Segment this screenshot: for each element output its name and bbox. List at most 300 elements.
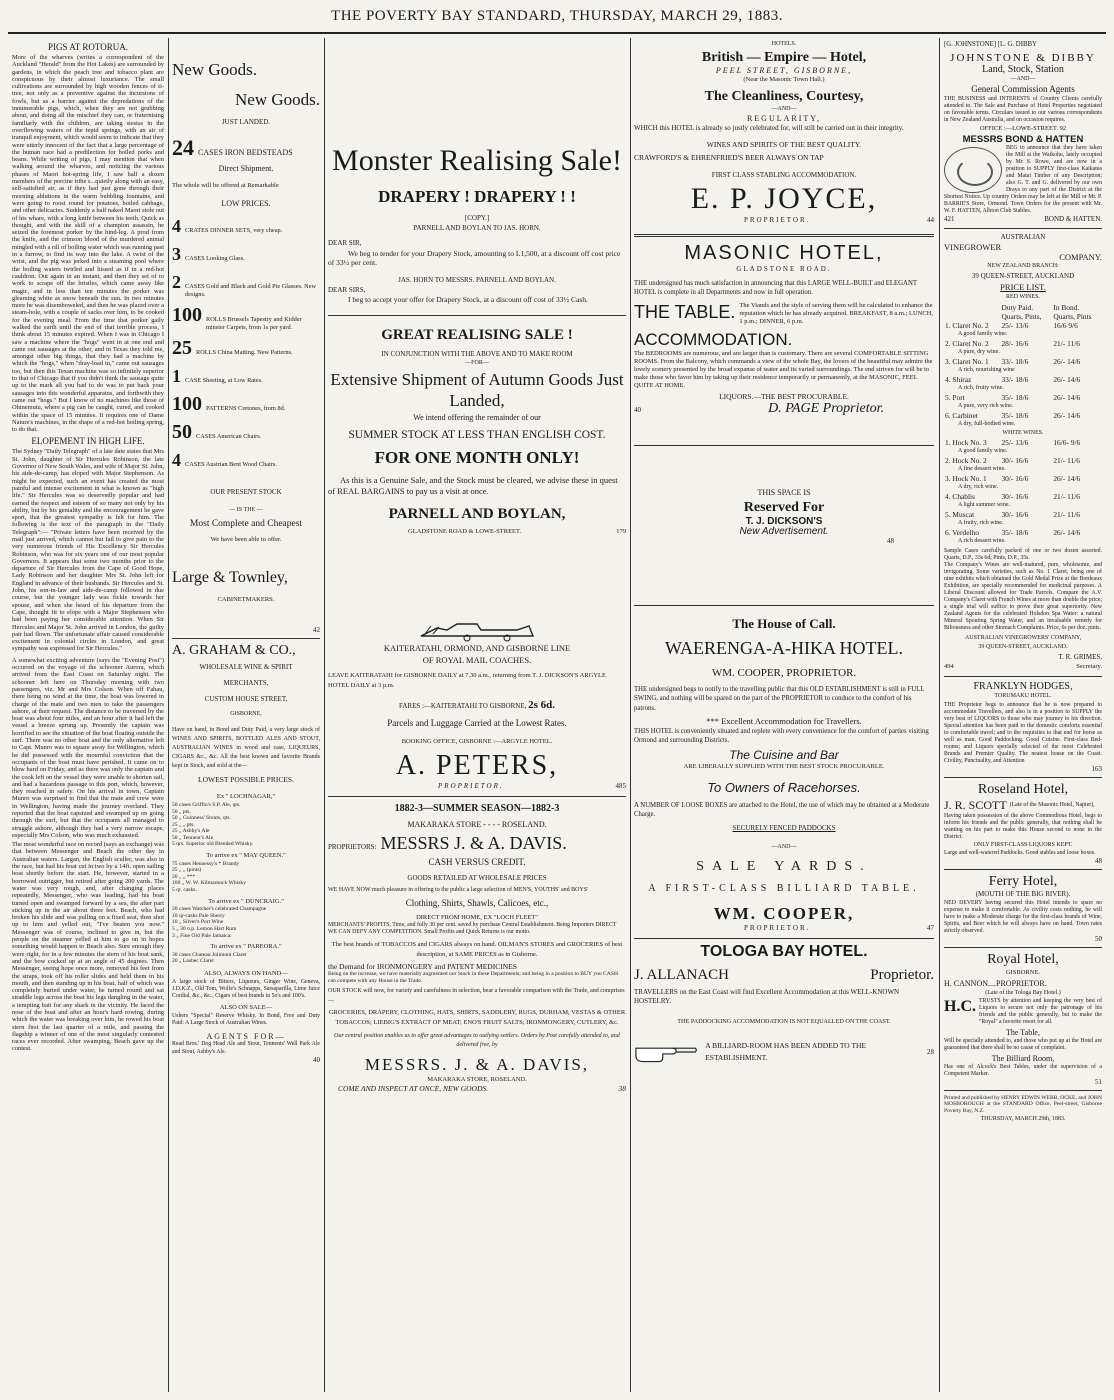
goods-qty: 1 <box>172 366 181 387</box>
and-label: —AND— <box>771 844 797 851</box>
wine-desc: A fine dessert wine. <box>958 465 1006 472</box>
ad-number: 44 <box>927 216 934 225</box>
shipment-item: 20 „ Lasbec Claret <box>172 958 214 965</box>
demand: the Demand for IRONMONGERY and PATENT MEDICINES <box>328 961 517 971</box>
in-bond-price: 21/- 11/6 <box>1053 491 1080 501</box>
tobacco: The best brands of TOBACCOS and CIGARS always on hand. OILMAN'S STORES and GROCERIES of best description, at SAME PRICES as in Gisborne. <box>331 941 623 959</box>
in-bond-price: 16/6- 9/6 <box>1053 437 1081 447</box>
duty-paid-price: 25/- 13/6 <box>1001 320 1029 330</box>
booking-office: BOOKING OFFICE, GISBORNE :—ARGYLE HOTEL. <box>401 737 553 745</box>
ex-pareora: To arrive ex " PAREORA." <box>210 943 282 951</box>
wine-name: 5. Port <box>945 392 965 402</box>
wine-row <box>944 492 1102 501</box>
nz-branch: NEW ZEALAND BRANCH: <box>987 263 1059 270</box>
goods-qty: 25 <box>172 337 192 360</box>
bedsteads: CASES IRON BEDSTEADS <box>198 147 293 157</box>
coach-line-1: KAITERATAHI, ORMOND, AND GISBORNE LINE <box>383 643 571 654</box>
ad-number: 50 <box>1095 934 1102 943</box>
drapery-heading: DRAPERY ! DRAPERY ! ! <box>378 187 576 206</box>
goods-qty: 4 <box>172 450 181 471</box>
just-landed: JUST LANDED. <box>221 118 271 126</box>
custom-house: CUSTOM HOUSE STREET, <box>204 694 288 703</box>
house-of-call: The House of Call. <box>732 615 836 631</box>
retail-wholesale: GOODS RETAILED AT WHOLESALE PRICES <box>407 874 547 883</box>
header-cell <box>944 303 1000 312</box>
letter-from: PARNELL AND BOYLAN TO JAS. HORN. <box>413 223 541 232</box>
royal-hotel: Royal Hotel, <box>987 951 1059 967</box>
headline-pigs: PIGS AT ROTORUA. <box>48 42 128 52</box>
ad-number: 48 <box>887 536 894 545</box>
wine-row <box>944 375 1102 384</box>
great-sale: GREAT REALISING SALE ! <box>381 326 573 343</box>
wine-name: 4. Shiraz <box>945 374 972 384</box>
fares-label: FARES :—KAITERATAHI TO GISBORNE, <box>398 701 527 710</box>
fare-amount: 2s 6d. <box>528 698 556 711</box>
wine-row <box>944 357 1102 366</box>
masonic-hotel: MASONIC HOTEL, <box>684 241 884 264</box>
shipment-item: 50 „ pts. <box>172 808 191 815</box>
wine-desc-row <box>944 501 1102 510</box>
proprietors-label: PROPRIETORS: <box>328 843 377 852</box>
ad-number: 40 <box>313 1055 320 1064</box>
in-bond-price: 26/- 14/6 <box>1053 392 1081 402</box>
shipment-item: 5 „ 30 o.p. Lemon Hart Rum <box>172 926 237 932</box>
wine-name: 1. Claret No. 2 <box>945 320 989 330</box>
in-bond-price: 26/- 14/6 <box>1053 527 1081 537</box>
wine-name: 6. Carbinet <box>945 410 978 420</box>
accept-text: I beg to accept your offer for Drapery Stock, at a discount off cost of 33½ Cash. <box>348 295 588 305</box>
shipment-item: 5 qrs. Superior old Blended Whisky. <box>172 841 254 848</box>
wine-desc: A pure, very rich wine. <box>958 402 1014 409</box>
johnstone-dibby: JOHNSTONE & DIBBY <box>950 51 1096 64</box>
business-text: THE BUSINESS and INTERESTS of Country Clients carefully attended to. The Sale and Purchase of Hotel Properties negotiated on favorable terms. Circulars issued to our various correspondents in New Zealand Australia, and on occasion requires. <box>944 96 1102 124</box>
wine-desc-row <box>944 384 1102 393</box>
goods-qty: 2 <box>172 272 181 293</box>
ad-new-goods-2: New Goods. <box>235 90 320 109</box>
in-bond-price: 26/- 14/6 <box>1053 473 1081 483</box>
being-increase: Being on the increase, we have materially augmented our Stock in these Departments; and being in a position to BUY you CASH can compete with any House in the Trade. <box>328 971 618 985</box>
goods-desc: ROLLS Brussels Tapestry and Kidder minster Carpets, from 1s per yard. <box>206 316 302 332</box>
bond-hatten-text: BEG to announce that they have taken the Mill at the Waikohu, lately occupied by Mr S. Rowe, and are now in a position to SUPPLY first-class Kaikatea and Matai Timber of any Description; also G. T. and G. delivered by our own Drays to any part of the District at the Shortest Notice. Up country Orders may be left at the Mill or Mr. P. BARRIE'S Store, Ormond. Town Orders for the present with Mr. W. F. HATTEN, Albion Club Stables. <box>944 144 1102 214</box>
jr-scott-late: (Late of the Masonic Hotel, Napier), <box>1009 801 1095 808</box>
office-lowe: OFFICE :—LOWE-STREET. 92 <box>979 125 1067 133</box>
parnell-boylan: PARNELL AND BOYLAN, <box>388 505 566 522</box>
ad-number: 179 <box>616 527 626 535</box>
fenced-paddocks: SECURELY FENCED PADDOCKS <box>732 823 836 832</box>
in-bond-price: 26/- 14/6 <box>1053 410 1081 420</box>
lowest-prices: LOWEST POSSIBLE PRICES. <box>198 774 294 784</box>
ad-number: 48 <box>1095 857 1102 866</box>
gisborne: GISBORNE, <box>230 711 262 718</box>
large-paddocks: Large and well-watered Paddocks. Good stables and loose boxes. <box>944 850 1096 857</box>
wine-name: 2. Hock No. 2 <box>945 455 987 465</box>
shipment-item: 100 „ W. W. Kilmarnock Whisky <box>172 880 247 887</box>
peel-street: PEEL STREET, GISBORNE, <box>715 65 853 75</box>
undersigned: THE undersigned begs to notify to the travelling public that this OLD ESTABLISHMENT is still in FULL SWING, and nothing will be spared on the part of the PROPRIETOR to conduce to the comfort of his patrons. <box>634 685 925 712</box>
wine-row <box>944 528 1102 537</box>
billiard-table: A FIRST-CLASS BILLIARD TABLE. <box>648 883 920 895</box>
shipment-item: 50 „ Tennent's Ale <box>172 834 214 841</box>
proprietor-3: Proprietor. <box>870 966 934 983</box>
merchants-profits: MERCHANTS' PROFITS, Time, and fully 30 per cent. saved by purchase Central Establishment. Being Importers DIRECT WE CAN DEFY ANY COMPETITION. Small Profits and Quick Returns is our motto. <box>328 922 617 936</box>
allanach: J. ALLANACH <box>634 966 730 983</box>
liquors: LIQUORS.—THE BEST PROCURABLE. <box>719 391 849 401</box>
the-table: The Table, <box>1006 1028 1040 1038</box>
cash-credit: CASH VERSUS CREDIT. <box>428 857 526 868</box>
reserved-for: Reserved For <box>743 499 825 515</box>
wine-desc-row <box>944 402 1102 411</box>
late-tologa: (Late of the Tologa Bay Hotel.) <box>985 989 1061 996</box>
one-month: FOR ONE MONTH ONLY! <box>374 447 580 467</box>
wine-name: 6. Verdelho <box>945 527 979 537</box>
sale-text: Ushers "Special" Reserve Whisky. In Bond, Free and Duty Paid: A Large Stock of Australian Wines. <box>172 1013 320 1027</box>
wine-row <box>944 438 1102 447</box>
goods-item <box>172 303 320 332</box>
travellers: TRAVELLERS on the East Coast will find Excellent Accommodation at this WELL-KNOWN HOSTELRY. <box>634 987 900 1006</box>
ad-number: 47 <box>927 924 934 933</box>
australian: AUSTRALIAN <box>1000 233 1046 242</box>
and-label: —AND— <box>771 105 797 112</box>
imprint-date: THURSDAY, MARCH 29th, 1883. <box>980 1116 1066 1123</box>
goods-desc: CASES Looking Glass. <box>185 255 245 263</box>
waerenga-hotel: WAERENGA-A-HIKA HOTEL. <box>665 637 903 658</box>
ex-may-queen: To arrive ex " MAY QUEEN." <box>206 852 286 860</box>
proprietor: PROPRIETOR. <box>744 924 811 933</box>
shipment-item: 25 „ „ (pints) <box>172 867 202 874</box>
goods-item <box>172 364 320 388</box>
shipment-list <box>172 952 320 965</box>
company: COMPANY. <box>1059 251 1102 262</box>
d-page: D. PAGE Proprietor. <box>768 401 884 417</box>
land-stock: Land, Stock, Station <box>982 63 1064 75</box>
price-list: PRICE LIST. <box>1000 282 1046 293</box>
bond-hatten-sig: BOND & HATTEN. <box>1044 214 1102 223</box>
and-label: —AND— <box>1010 75 1036 82</box>
goods-item <box>172 420 320 444</box>
ad-number: 485 <box>615 782 626 791</box>
goods-desc: ROLLS China Matting. New Patterns. <box>196 349 293 357</box>
wine-name: 3. Hock No. 1 <box>945 473 987 483</box>
dickson: T. J. DICKSON'S <box>745 515 823 527</box>
in-bond-price: 26/- 14/6 <box>1053 374 1081 384</box>
davis-name-2: MESSRS. J. & A. DAVIS, <box>364 1054 590 1074</box>
ad-new-goods-1: New Goods. <box>172 60 257 79</box>
cabinetmakers: CABINETMAKERS. <box>217 595 275 603</box>
wine-name: 1. Hock No. 3 <box>945 437 987 447</box>
the-table: THE TABLE. <box>634 301 736 322</box>
header-cell <box>944 312 1000 321</box>
clothing: Clothing, Shirts, Shawls, Calicoes, etc., <box>405 898 549 909</box>
table-text: Will be specially attended to, and those who put up at the Hotel are guaranteed that there shall be no cause of complaint. <box>944 1038 1102 1052</box>
monster-sale: Monster Realising Sale! <box>332 144 622 177</box>
wine-desc: A dry, full-bodied wine. <box>958 420 1016 427</box>
wine-name: 2. Claret No. 2 <box>945 338 989 348</box>
wine-desc: A rich, fruity wine. <box>958 384 1004 391</box>
british-empire: British — Empire — Hotel, <box>701 49 867 65</box>
shipment-item: 3 „ Fine Old Pale Jamaica. <box>172 932 232 939</box>
owners-racehorses: To Owners of Racehorses. <box>707 779 861 795</box>
goods-qty: 50 <box>172 421 192 444</box>
which-text: WHICH this HOTEL is already so justly celebrated for, will still be carried out in their integrity. <box>634 123 904 132</box>
goods-qty: 3 <box>172 244 181 265</box>
in-bond-price: 26/- 14/6 <box>1053 356 1081 366</box>
wine-row <box>944 393 1102 402</box>
crawfords-beer: CRAWFORD'S & EHRENFRIED'S BEER ALWAYS ON TAP <box>634 153 824 163</box>
column-drapery <box>324 38 630 1392</box>
avc-address: 39 QUEEN-STREET, AUCKLAND. <box>978 644 1068 651</box>
duty-paid-price: 33/- 18/6 <box>1001 356 1029 366</box>
liberally: ARE LIBERALLY SUPPLIED WITH THE BEST STOCK PROCURABLE. <box>683 763 885 771</box>
cleanliness: The Cleanliness, Courtesy, <box>704 88 864 104</box>
shipment-item: 20 cases Watcher's celebrated Champagne <box>172 906 267 913</box>
avc-name: AUSTRALIAN VINEGROWERS' COMPANY, <box>964 634 1082 641</box>
wine-desc-row <box>944 447 1102 456</box>
conjunction: IN CONJUNCTION WITH THE ABOVE AND TO MAKE ROOM <box>381 349 573 358</box>
wine-price-table <box>944 303 1102 546</box>
only-liquors: ONLY FIRST-CLASS LIQUORS KEPT. <box>973 841 1073 848</box>
column-commission <box>940 38 1106 1392</box>
cuisine-bar: The Cuisine and Bar <box>729 748 839 763</box>
goods-qty: 100 <box>172 393 202 416</box>
billiard-text: Has one of Alcock's Best Tables, under the supervision of a Competent Marker. <box>944 1063 1102 1077</box>
wine-desc-row <box>944 537 1102 546</box>
whole-offered: The whole will be offered at Remarkable <box>172 182 279 190</box>
wine-name: 4. Chablis <box>945 491 975 501</box>
makaraka-store: MAKARAKA STORE - - - - ROSELAND. <box>407 819 547 829</box>
coach-line-2: OF ROYAL MAIL COACHES. <box>422 654 532 665</box>
wine-row <box>944 411 1102 420</box>
groceries: GROCERIES, DRAPERY, CLOTHING, HATS, SHIRTS, SADDLERY, RUGS, DURHAM, VESTAS & OTHER TOBACCOS; LIEBIG'S EXTRACT OF MEAT; ENO'S FRUIT SALTS; IRONMONGERY, CUTLERY, &c. <box>328 1009 626 1026</box>
white-wines-label: WHITE WINES. <box>1002 429 1044 436</box>
wm-cooper: WM. COOPER, PROPRIETOR. <box>711 666 857 679</box>
royal-gisborne: GISBORNE. <box>1005 968 1041 976</box>
is-the: — IS THE — <box>229 506 263 513</box>
wine-row <box>944 339 1102 348</box>
white-wines-row <box>944 429 1102 438</box>
ex-duncraig: To arrive ex " DUNCRAIG." <box>208 897 284 905</box>
ad-number: 494 <box>944 663 954 671</box>
shipment-item: 10 qr-casks Pale Sherry <box>172 912 225 919</box>
our-stock: OUR STOCK will now, for variety and carefulness in selection, bear a favorable comparison with the Trade, and comprises— <box>328 988 625 1004</box>
wines-spirits: WINES AND SPIRITS OF THE BEST QUALITY. <box>706 139 862 149</box>
excellent-accom: *** Excellent Accommodation for Travellers. <box>706 716 862 727</box>
header-cell: Quarts, Pints <box>1053 311 1092 321</box>
goods-item <box>172 214 320 238</box>
wine-desc: A light summer wine. <box>958 501 1010 508</box>
davis-name: MESSRS J. & A. DAVIS. <box>380 833 567 854</box>
franklyn-hodges: FRANKLYN HODGES, <box>973 680 1073 692</box>
imprint: Printed and published by HENRY EDWIN WEBB, OCKE, and JOHN MOSBOROUGH at the STANDARD Office, Peel-street, Gisborne Poverty Bay, N.Z. <box>944 1094 1103 1115</box>
duty-paid-price: 35/- 18/6 <box>1001 527 1029 537</box>
shipment-item: 50 „ Guinness' Stouts, qts. <box>172 815 231 822</box>
ad-number: 28 <box>927 1047 934 1056</box>
letter-reply: JAS. HORN TO MESSRS. PARNELL AND BOYLAN. <box>398 275 556 284</box>
shipment-item: 20 „ „ *** <box>172 873 196 880</box>
pb-address: GLADSTONE ROAD & LOWE-STREET. <box>408 527 522 535</box>
coach-icon <box>417 616 537 642</box>
wine-desc-row <box>944 519 1102 528</box>
billiard-room: A BILLIARD-ROOM HAS BEEN ADDED TO THE ESTABLISHMENT. <box>705 1041 867 1063</box>
shipment-list <box>172 906 320 939</box>
hc-text: TRUSTS by attention and keeping the very best of Liquors to secure not only the patronage of his friends and the public generally, but to make the "Royal" a favorite resort for all. <box>979 998 1102 1026</box>
shipment-item: 75 cases Hennessy's * Brandy <box>172 860 240 867</box>
shipment-list <box>172 861 320 894</box>
column-ads-goods <box>168 38 324 1392</box>
goods-desc: CASES Gold and Black and Gold Pie Glasses. New designs. <box>185 283 316 299</box>
wine-row <box>944 312 1102 321</box>
also-on-hand: ALSO, ALWAYS ON HAND— <box>204 969 288 977</box>
paddocking: THE PADDOCKING ACCOMMODATION IS NOT EQUALLED ON THE COAST. <box>677 1017 891 1025</box>
proprietor: PROPRIETOR. <box>438 782 504 791</box>
wine-name: 5. Muscat <box>945 509 975 519</box>
hc-initials: H.C. <box>944 998 976 1016</box>
hotels-label: HOTELS. <box>771 41 797 47</box>
near-masonic: (Near the Masonic Town Hall.) <box>743 76 825 84</box>
article-pigs: More of the wharves (writes a correspondent of the Auckland "Herald" from the Hot Lakes) are surrounded by gardens, in which the peach tree and tobacco plant are conspicuous by their almost luxuriance. The small cultivations are surrounded by high wooden fences of ti-tree, not only as a preventive against the incursions of fowls, but as a barrier against the depredations of the innumerable pigs, which, when they are not grubbing about, and doing all the mischief they can, or fraternising familiarly with the children, are taking siestas in the overflowing waters of the tepid springs, with an air of tranquil enjoyment, which would seem to indicate that they were utterly innocent of the fact that a large percentage of the human race had a predilection for boiled porks and beans. While writing of pigs, I may mention that when walking around the wharves, and noticing the various phases of Maori hot-spring life, I saw half a dozen members of the porcine tribe s...quietly along with an easy, self-satisfied air, as if they had just gone through their morning ablutions in the warm bubbling fountains, and were going to roost round for potatoes, boiled cabbage, and other delicacies. Suddenly a half naked Maori stole out of his whare, with a long knife between his teeth. Quick as thought, and with the skill of a champion assassin, he seized the foremost porker by the hind-leg. A prod from the knife, and the crimson blood of the murdered animal mingled with a rill of boiling water which was running past in a furrow, to find its way into the lake. A twist of the wrist, and the pig was jerked into a steaming pool where the boiling waters twirled and hissed as if in a red-hot cauldron. Out again in an instant, and then they set of to work to scrape off the bristles, which came away like magic, and in less than ten minutes the porker was gleaming white as snow beneath the sun. In two minutes more he was disemboweled, and then he was placed over a steam-hole, with a couple of sacks over him, to be cooked for the evening meal. From the time that porker gaily walked the earth until the end of that terrible process, I think about 15 minutes expired. When I was in Chicago I saw a machine where the "hogs" went in at one end and came out sausages at the other, and in Texas they told me, amongst other big things, that they had a machine by which the "hogs," when "dray-load in," came out sausages too, but then this Texan machine was so infinitely superior to that of Chicago that if you didn't think the sausage quite up to the mark all you had to do was to put back your sausages into this wonderful apparatus, and forthwith they came out "hogs." But I know of no machines like those of Ohinemutu, where a pig can be caught, cured, and cooked within the space of 15 minutes. It requires one of Dame Nature's machines, in the shape of a red-hot boiling spring, to do that. <box>12 54 164 434</box>
copy-label: [COPY.] <box>464 214 490 222</box>
ad-number: 42 <box>313 626 320 635</box>
duty-paid-price: 30/- 16/6 <box>1001 473 1029 483</box>
column-hotels <box>630 38 938 1392</box>
wine-desc: A rich, nourishing wine <box>958 366 1015 373</box>
a-graham: A. GRAHAM & CO., <box>172 643 296 659</box>
large-townley: Large & Townley, <box>172 568 288 586</box>
parcels: Parcels and Luggage Carried at the Lowest Rates. <box>387 718 567 729</box>
duty-paid-price: 30/- 16/6 <box>1001 509 1029 519</box>
header-cell: Duty Paid. <box>1001 302 1034 312</box>
goods-qty: 100 <box>172 304 202 327</box>
accom-text: The BEDROOMS are numerous, and are larger than is customary. There are several COMFORTABLE SITTING ROOMS. From the Balcony, which commands a view of the whole Bay, the lovers of the beautiful may admire the lovely scenery presented by the broad expanse of water and its varied surroundings. The end striven for will be to make those who favor him by taking up their residence temporarily or permanently, at the MASONIC, FEEL QUITE AT HOME. <box>634 349 933 389</box>
wine-row <box>944 510 1102 519</box>
wine-desc-row <box>944 366 1102 375</box>
dear-sir: DEAR SIR, <box>328 239 362 248</box>
dear-sirs: DEAR SIRS, <box>328 285 366 294</box>
also-on-sale: ALSO ON SALE— <box>219 1004 273 1012</box>
franklyn-text: THE Proprietor begs to announce that he is now prepared to accommodate Travellers, and also is in a position to SUPPLY the very best of LIQUORS to those who may journey to his direction. Special attention has been paid to the domestic comforts essential to comfortable travel; and to the requisites to that end for horse as well as man. Good Paddocking. Good Cuisine. First-class Bed-rooms; and Liquors specially selected of the most Celebrated Brands and Premier Quality. The neatest house on the Coast. Civility, Punctuality, and Attention <box>944 701 1102 764</box>
agents-for: AGENTS FOR— <box>206 1031 286 1041</box>
ex-lochnagar: Ex " LOCHNAGAR," <box>216 793 276 801</box>
wm-cooper-2: WM. COOPER, <box>713 904 855 924</box>
duty-paid-price: 30/- 16/6 <box>1001 455 1029 465</box>
duty-paid-price: 33/- 18/6 <box>1001 374 1029 384</box>
ad-number: 38 <box>618 1084 626 1094</box>
in-bond-price: 16/6 9/6 <box>1053 320 1078 330</box>
direct-shipment: Direct Shipment. <box>218 163 274 173</box>
in-bond-price: 21/- 11/6 <box>1053 338 1080 348</box>
sample-cases: Sample Cases carefully packed of one or two dozen assorted. Quarts, D.P., 33s 6d; Pints, D.P., 35s. <box>944 547 1102 561</box>
come-inspect: COME AND INSPECT AT ONCE, NEW GOODS. <box>338 1084 489 1094</box>
direct-home: DIRECT FROM HOME, EX "LOCH FLEET" <box>416 913 538 921</box>
sale-yards: SALE YARDS. <box>696 859 872 875</box>
goods-item <box>172 242 320 266</box>
duty-paid-price: 35/- 18/6 <box>1001 410 1029 420</box>
shipment-item: 5 qr. casks. <box>172 887 197 894</box>
duty-paid-price: 30/- 16/6 <box>1001 491 1029 501</box>
pointing-hand-icon <box>634 1038 699 1066</box>
in-bond-price: 21/- 11/6 <box>1053 455 1080 465</box>
goods-desc: CASES American Chairs. <box>196 433 262 441</box>
article-schooner: A somewhat exciting adventure (says the "Evening Post") occurred on the voyage of the schooner Aurora, which arrived from the East Coast on Saturday night. The schooner left here on Thursday morning with two passengers, viz. Mr and Mrs Colson. When off Fahau, there being no wind at the time, the boat was lowered in charge of the mate and two men to take the passengers ashore, at their request. The distance to be traversed by the boat was about four miles, and an hour after it had left the vessel a breeze sprung up. Presently the captain was horrified to see the situation of the boat floating outside the surf. There was no other boat and the only alternative left to Capt. Munro was to square away for Wellington, which he did possessed with the mournful conviction that the occupants of the boat must have perished. It came on to blow hard on Friday, and as there was only the captain and the cook left on the vessel they were unable to shorten sail, and had a hazardous passage to this port, which, however, they reached in safety. On his arrival in town, Captain Munro was surprised to find that the mate and crew were in Wellington, having made the journey overland. They reported that the boat capsized and swamped up on going through the surf, but that the occupants all managed to struggle ashore, although they had a very narrow escape, especially Mrs Colson, who was much exhausted. <box>12 656 164 839</box>
wine-name: 3. Claret No. 1 <box>945 356 989 366</box>
wine-desc-row <box>944 348 1102 357</box>
wine-row <box>944 474 1102 483</box>
wine-row <box>944 303 1102 312</box>
in-bond-price: 21/- 11/6 <box>1053 509 1080 519</box>
duty-paid-price: 25/- 13/6 <box>1001 437 1029 447</box>
ep-joyce: E. P. JOYCE, <box>690 182 878 216</box>
header-cell: Quarts, Pints, <box>1001 311 1042 321</box>
also-text: A large stock of Bitters, Liqueurs, Ginger Wine, Geneva, J.D.K.Z., Old Tom, Wolfe's Schnapps, Sarsaparilla, Lime Juice Cordial, &c., &c., Cigars of best brands in 5o's and 100's. <box>172 978 320 1000</box>
accommodation: ACCOMMODATION. <box>634 329 793 349</box>
able-offer: We have been able to offer. <box>210 536 282 544</box>
extensive-shipment: Extensive Shipment of Autumn Goods Just Landed, <box>330 369 624 410</box>
wine-desc: A dry, rich wine. <box>958 483 999 490</box>
torumaku: TORUMAKU HOTEL. <box>994 692 1052 699</box>
stabling: FIRST CLASS STABLING ACCOMMODATION. <box>711 170 857 179</box>
goods-item <box>172 336 320 360</box>
shipment-item: 25 „ Ashby's Ale <box>172 828 210 835</box>
article-elopement: The Sydney "Daily Telegraph" of a late date states that Mrs St. John, daughter of Sir Hercules Robinson, the late Governor of New South Wales, and wife of Major St. John, his aide-de-camp, has eloped with Major Stephenson. As might be expected, such an event has created the most painful and intense excitement in what is known as "high life." Sir Hercules was so deservedly popular and had earned the respect and esteem of so many not only by his ability, but by his geniality and the encouragement he gave sport, that the greatest sympathy is felt for him. The following is the text of the paragraph in the "Daily Telegraph":— "Private letters have been received by the mail just arrived, which cannot but fail to give pain to the very numerous friends of His Excellency Sir Hercules Robinson, who was for six years one of our most popular Governors. It appears that some two months prior to the departure of Sir Hercules from the Cape of Good Hope, Lady Robinson and her daughter Mrs St. John left for England in advance of their husbands. Sir Hercules and St. John, his son-in-law and aide-de-camp followed in due course, but the younger lady was fickle towards her spouse, and when she heard of his departure from the Cape, thought fit to elope with a Major Stephenson who had been paying her considerable attention. When Sir Hercules and Major St. John arrived in London, the guilty pair had flown. The unfortunate affair caused considerable excitement in colonial circles in London, and great sympathy was expressed for Sir Hercules." <box>12 448 164 653</box>
low-prices: LOW PRICES. <box>221 198 271 208</box>
new-ad: New Advertisement. <box>739 525 829 537</box>
duty-paid-price: 28/- 16/6 <box>1001 338 1029 348</box>
table-text: The Viands and the style of serving them will be calculated to enhance the reputation which he has already acquired. BREAKFAST, 8 a.m.; LUNCH, 1 p.m.; DINNER, 6 p.m. <box>739 301 934 325</box>
roseland-hotel: Roseland Hotel, <box>977 781 1069 797</box>
goods-desc: CRATES DINNER SETS, very cheap. <box>185 227 283 235</box>
ad-number: 51 <box>1095 1077 1102 1086</box>
for-label: —FOR— <box>465 360 489 367</box>
sawblade-icon <box>944 147 1002 193</box>
wine-desc: A rich dessert wine. <box>958 537 1006 544</box>
having-taken: Having taken possession of the above Commodious Hotel, begs to inform his friends and the public generally, that nothing shall be wanting on his part to make this House second to none in the District. <box>944 812 1102 840</box>
secretary: Secretary. <box>1076 663 1102 671</box>
wine-desc: A pure, dry wine. <box>958 348 1000 355</box>
bond-hatten: MESSRS BOND & HATTEN <box>962 133 1084 145</box>
headline-elopement: ELOPEMENT IN HIGH LIFE. <box>31 436 145 447</box>
goods-qty: 4 <box>172 216 181 237</box>
central-position: Our central position enables us to offer great advantages to outlying settlers. Orders by Post carefully attended to, and delivered free, by <box>334 1032 620 1049</box>
most-complete: Most Complete and Cheapest <box>189 518 303 529</box>
wine-desc-row <box>944 465 1102 474</box>
tologa-hotel: TOLOGA BAY HOTEL. <box>700 942 868 960</box>
goods-desc: PATTERNS Cretones, from 8d. <box>206 405 286 413</box>
partner-names: [G. JOHNSTONE] [L. G. DIBBY <box>944 41 1037 48</box>
genuine-sale: As this is a Genuine Sale, and the Stock must be cleared, we advise these in quest of REAL BARGAINS to pay us a visit at once. <box>328 474 618 496</box>
proprietor: PROPRIETOR. <box>744 216 811 225</box>
wine-desc-row <box>944 330 1102 339</box>
ned-devery: NED DEVERY having secured this Hotel intends to spare no expense to make it comfortable. As civility costs nothing, he will have to make a Moderate charge for the first-class brands of Wine, Spirits, and Beer which he will always have on hand. Town rates strictly observed. <box>944 899 1102 934</box>
goods-list <box>172 214 320 472</box>
summer-stock: SUMMER STOCK AT LESS THAN ENGLISH COST. <box>348 428 606 441</box>
wholesale-wine: WHOLESALE WINE & SPIRIT <box>199 663 293 672</box>
have-on-hand: Have on hand, in Bond and Duty Paid, a very large stock of WINES AND SPIRITS, BOTTLED ALES AND STOUT, AUSTRALIAN WINES in wood and case, LIQUEURS, CIGARS &c., &c. All the best known and favorite Brands kept in Stock, and sold at the— <box>172 726 320 769</box>
shipment-list <box>172 802 320 848</box>
header-cell: In Bond. <box>1053 302 1080 312</box>
queen-street: 39 QUEEN-STREET, AUCKLAND <box>971 271 1075 280</box>
goods-item <box>172 392 320 416</box>
ad-number: 421 <box>944 214 955 223</box>
company-text: The Company's Wines are well-matured, pure, wholesome, and invigorating. Some varieties, such as No. 1 Claret, being one of nine exhibits which obtained the Gold Medal Prize at the Bordeaux Exhibition, are specially recommended for medicinal purposes. A Liberal Discount allowed for Trade Parcels. Compare the A.V. Company's Claret with French Wines at more than double the price; a single trial will suffice to prove their great superiority. New Zealand Agents for the celebrated Holsdon Spa Water: a natural Mineral Spouting Spring Water, and an invaluable remedy for Biliousness and other Stomach Complaints. Price, 6s per doz. pints. <box>944 561 1102 631</box>
gladstone-road: GLADSTONE ROAD. <box>736 264 832 273</box>
duty-paid-price: 35/- 18/6 <box>1001 392 1029 402</box>
wine-desc-row <box>944 420 1102 429</box>
shipment-item: 25 „ „ pts. <box>172 821 195 828</box>
shipment-item: 50 cases Griffin's S.P. Ale, qts. <box>172 801 241 808</box>
loose-boxes: A NUMBER OF LOOSE BOXES are attached to the Hotel, the use of which may be obtained at a Moderate Charge. <box>634 801 930 819</box>
goods-desc: CASES Austrian Bent Wood Chairs. <box>185 461 277 469</box>
agents-text: Read Bros.' Dog Head Ale and Stout, Tennents' Well Park Ale and Stout, Ashby's Ale. <box>172 1041 320 1055</box>
intend-offer: We intend offering the remainder of our <box>413 412 541 422</box>
